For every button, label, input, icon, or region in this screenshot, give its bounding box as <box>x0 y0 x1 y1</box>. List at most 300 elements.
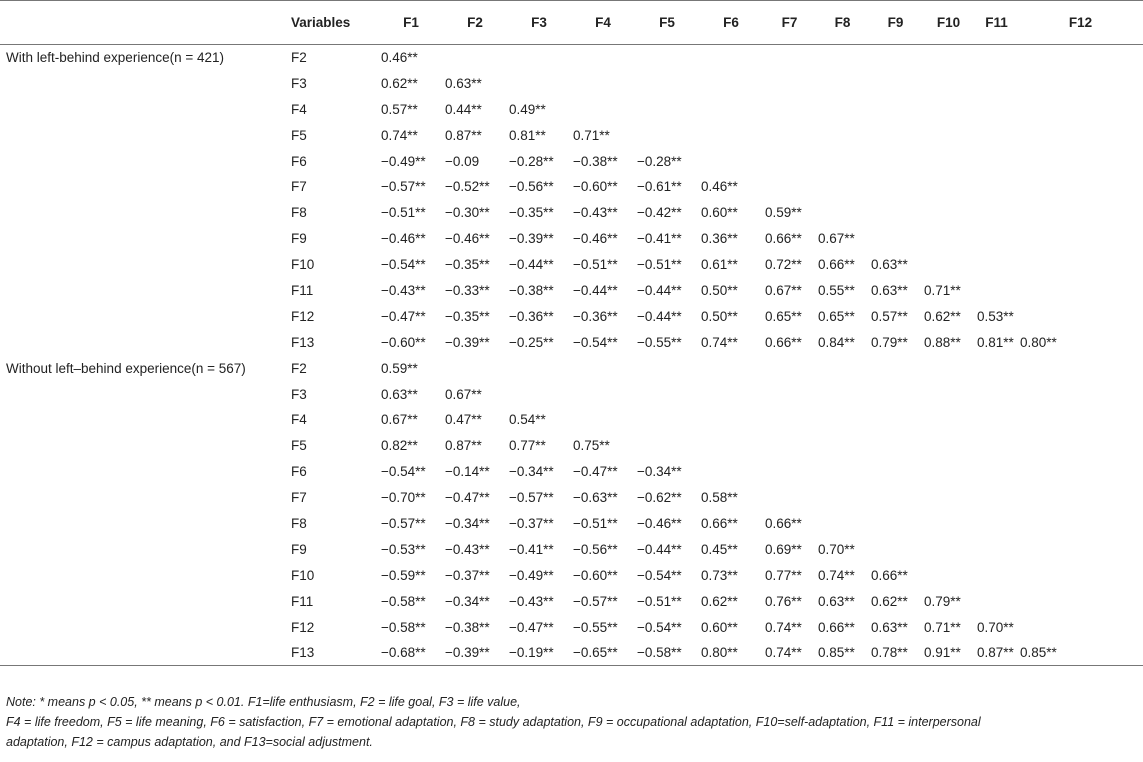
empty-cell <box>922 122 975 148</box>
empty-cell <box>869 536 922 562</box>
empty-cell <box>763 381 816 407</box>
correlation-value: 0.84** <box>818 334 855 350</box>
empty-cell <box>763 45 816 71</box>
column-header-f1: F1 <box>379 1 443 45</box>
variable-label: F13 <box>287 640 379 666</box>
empty-cell <box>922 433 975 459</box>
empty-cell <box>699 381 763 407</box>
empty-cell <box>869 122 922 148</box>
correlation-value: 0.57** <box>871 308 908 324</box>
empty-cell <box>869 96 922 122</box>
empty-cell <box>869 381 922 407</box>
empty-cell <box>816 45 869 71</box>
empty-cell <box>1018 355 1143 381</box>
correlation-value: −0.51** <box>637 593 682 609</box>
empty-cell <box>816 148 869 174</box>
correlation-value: −0.33** <box>445 282 490 298</box>
empty-cell <box>869 45 922 71</box>
note-line: Note: * means p < 0.05, ** means p < 0.01. F1=life enthusiasm, F2 = life goal, F3 = life value, <box>6 695 521 709</box>
correlation-value: 0.63** <box>445 75 482 91</box>
correlation-value: −0.35** <box>445 308 490 324</box>
group-cell <box>0 148 287 174</box>
correlation-value: 0.65** <box>765 308 802 324</box>
correlation-value: 0.70** <box>818 541 855 557</box>
table-row <box>0 329 1143 355</box>
correlation-value: 0.77** <box>765 567 802 583</box>
variable-label: F4 <box>291 101 307 117</box>
group-cell <box>0 511 287 537</box>
variable-label: F2 <box>291 360 307 376</box>
group-cell <box>0 562 287 588</box>
group-cell <box>0 459 287 485</box>
group-cell <box>0 122 287 148</box>
correlation-value: −0.44** <box>637 282 682 298</box>
empty-cell <box>571 381 635 407</box>
variable-label: F8 <box>291 205 307 221</box>
correlation-value: 0.60** <box>701 205 738 221</box>
header-row <box>0 1 1143 45</box>
empty-cell <box>1018 122 1143 148</box>
correlation-value: −0.51** <box>573 257 618 273</box>
group-cell <box>0 381 287 407</box>
correlation-value: −0.43** <box>509 593 554 609</box>
variable-label: F11 <box>291 282 314 298</box>
empty-cell <box>922 70 975 96</box>
empty-cell <box>1018 174 1143 200</box>
group-label: With left-behind experience(n = 421) <box>6 50 224 66</box>
empty-cell <box>571 407 635 433</box>
empty-cell <box>975 148 1018 174</box>
table-row <box>0 459 1143 485</box>
column-header-f5: F5 <box>635 1 699 45</box>
empty-cell <box>507 45 571 71</box>
correlation-value: −0.68** <box>379 640 443 666</box>
correlation-value: 0.47** <box>445 412 482 428</box>
empty-cell <box>443 45 507 71</box>
correlation-value: 0.45** <box>701 541 738 557</box>
correlation-value: −0.47** <box>509 619 554 635</box>
empty-cell <box>699 459 763 485</box>
correlation-value: 0.67** <box>445 386 482 402</box>
correlation-value: 0.74** <box>381 127 418 143</box>
correlation-value: 0.81** <box>977 334 1014 350</box>
variable-label: F5 <box>291 127 307 143</box>
empty-cell <box>869 433 922 459</box>
empty-cell <box>816 459 869 485</box>
empty-cell <box>763 174 816 200</box>
table-row <box>0 226 1143 252</box>
correlation-value: −0.38** <box>445 619 490 635</box>
table-row <box>0 148 1143 174</box>
correlation-value: 0.66** <box>701 515 738 531</box>
correlation-value: −0.51** <box>637 257 682 273</box>
empty-cell <box>635 381 699 407</box>
correlation-value: −0.56** <box>573 541 618 557</box>
empty-cell <box>1018 278 1143 304</box>
correlation-value: −0.54** <box>637 619 682 635</box>
correlation-value: 0.58** <box>701 490 738 506</box>
correlation-value: −0.46** <box>445 231 490 247</box>
correlation-value: −0.39** <box>443 640 507 666</box>
note-line: adaptation, F12 = campus adaptation, and F13=social adjustment. <box>6 735 373 749</box>
correlation-value: −0.39** <box>509 231 554 247</box>
correlation-value: 0.63** <box>871 282 908 298</box>
empty-cell <box>869 407 922 433</box>
correlation-value: 0.79** <box>871 334 908 350</box>
column-header-f11: F11 <box>975 1 1018 45</box>
empty-cell <box>635 70 699 96</box>
empty-cell <box>699 407 763 433</box>
empty-cell <box>1018 226 1143 252</box>
correlation-value: 0.73** <box>701 567 738 583</box>
group-cell <box>0 70 287 96</box>
empty-cell <box>975 200 1018 226</box>
group-cell <box>0 278 287 304</box>
correlation-value: 0.71** <box>924 619 961 635</box>
correlation-value: 0.61** <box>701 257 738 273</box>
correlation-value: 0.69** <box>765 541 802 557</box>
empty-cell <box>635 122 699 148</box>
variable-label: F8 <box>291 515 307 531</box>
correlation-value: 0.87** <box>445 127 482 143</box>
variable-label: F6 <box>291 153 307 169</box>
group-cell <box>0 536 287 562</box>
empty-cell <box>635 96 699 122</box>
empty-cell <box>816 407 869 433</box>
correlation-value: −0.56** <box>509 179 554 195</box>
correlation-value: 0.78** <box>869 640 922 666</box>
empty-cell <box>922 407 975 433</box>
table-row <box>0 407 1143 433</box>
correlation-value: −0.34** <box>637 464 682 480</box>
correlation-value: 0.91** <box>922 640 975 666</box>
correlation-value: −0.30** <box>445 205 490 221</box>
empty-cell <box>571 70 635 96</box>
group-cell <box>0 96 287 122</box>
table-row <box>0 303 1143 329</box>
correlation-value: 0.71** <box>924 282 961 298</box>
variables-column-header: Variables <box>287 1 379 45</box>
empty-cell <box>1018 148 1143 174</box>
group-cell <box>0 252 287 278</box>
correlation-value: 0.63** <box>871 257 908 273</box>
correlation-value: −0.34** <box>509 464 554 480</box>
correlation-value: −0.47** <box>573 464 618 480</box>
correlation-value: −0.54** <box>381 464 426 480</box>
empty-cell <box>699 70 763 96</box>
empty-cell <box>763 355 816 381</box>
empty-cell <box>869 355 922 381</box>
table-row <box>0 588 1143 614</box>
correlation-value: −0.57** <box>573 593 618 609</box>
table-row <box>0 511 1143 537</box>
correlation-value: 0.60** <box>701 619 738 635</box>
correlation-value: 0.44** <box>445 101 482 117</box>
correlation-value: −0.61** <box>637 179 682 195</box>
correlation-value: −0.62** <box>637 490 682 506</box>
empty-cell <box>975 511 1018 537</box>
empty-cell <box>816 511 869 537</box>
correlation-value: −0.52** <box>445 179 490 195</box>
empty-cell <box>975 355 1018 381</box>
empty-cell <box>763 148 816 174</box>
correlation-value: 0.67** <box>381 412 418 428</box>
correlation-value: −0.57** <box>509 490 554 506</box>
empty-cell <box>1018 536 1143 562</box>
correlation-value: −0.65** <box>571 640 635 666</box>
table-row <box>0 536 1143 562</box>
variable-label: F4 <box>291 412 307 428</box>
empty-cell <box>975 174 1018 200</box>
correlation-value: 0.62** <box>924 308 961 324</box>
empty-cell <box>975 381 1018 407</box>
empty-cell <box>699 122 763 148</box>
table-row <box>0 174 1143 200</box>
group-column-header <box>0 1 287 45</box>
table-row <box>0 562 1143 588</box>
correlation-value: 0.59** <box>765 205 802 221</box>
empty-cell <box>922 226 975 252</box>
correlation-value: −0.53** <box>381 541 426 557</box>
table-row <box>0 381 1143 407</box>
correlation-value: −0.41** <box>509 541 554 557</box>
empty-cell <box>507 381 571 407</box>
empty-cell <box>635 355 699 381</box>
variable-label: F9 <box>291 231 307 247</box>
empty-cell <box>1018 459 1143 485</box>
variable-label: F7 <box>291 179 307 195</box>
empty-cell <box>975 122 1018 148</box>
table-body <box>0 45 1143 666</box>
correlation-value: 0.59** <box>381 360 418 376</box>
empty-cell <box>1018 252 1143 278</box>
empty-cell <box>443 355 507 381</box>
column-header-f10: F10 <box>922 1 975 45</box>
group-cell <box>0 329 287 355</box>
empty-cell <box>816 122 869 148</box>
correlation-value: 0.46** <box>701 179 738 195</box>
empty-cell <box>869 70 922 96</box>
correlation-value: 0.80** <box>1020 334 1057 350</box>
table-row <box>0 45 1143 71</box>
correlation-value: 0.88** <box>924 334 961 350</box>
correlation-value: 0.80** <box>699 640 763 666</box>
correlation-value: −0.37** <box>509 515 554 531</box>
correlation-value: 0.79** <box>924 593 961 609</box>
column-header-f9: F9 <box>869 1 922 45</box>
group-cell <box>0 640 287 666</box>
empty-cell <box>1018 381 1143 407</box>
column-header-f12: F12 <box>1018 1 1143 45</box>
column-header-f3: F3 <box>507 1 571 45</box>
correlation-value: −0.34** <box>445 593 490 609</box>
empty-cell <box>922 381 975 407</box>
empty-cell <box>1018 588 1143 614</box>
empty-cell <box>922 45 975 71</box>
empty-cell <box>699 355 763 381</box>
empty-cell <box>922 536 975 562</box>
empty-cell <box>922 96 975 122</box>
variable-label: F2 <box>291 50 307 66</box>
correlation-value: −0.46** <box>573 231 618 247</box>
correlation-value: −0.25** <box>509 334 554 350</box>
empty-cell <box>922 252 975 278</box>
correlation-value: 0.49** <box>509 101 546 117</box>
empty-cell <box>816 200 869 226</box>
empty-cell <box>763 407 816 433</box>
variable-label: F10 <box>291 567 315 583</box>
correlation-value: −0.36** <box>573 308 618 324</box>
variable-label: F12 <box>291 619 315 635</box>
column-header-f6: F6 <box>699 1 763 45</box>
variable-label: F13 <box>291 334 315 350</box>
correlation-value: 0.74** <box>818 567 855 583</box>
correlation-value: −0.35** <box>445 257 490 273</box>
table-row <box>0 485 1143 511</box>
empty-cell <box>922 148 975 174</box>
correlation-value: 0.62** <box>701 593 738 609</box>
correlation-value: −0.47** <box>445 490 490 506</box>
correlation-value: −0.39** <box>445 334 490 350</box>
correlation-value: −0.35** <box>509 205 554 221</box>
correlation-value: −0.36** <box>509 308 554 324</box>
table-row <box>0 355 1143 381</box>
correlation-value: 0.72** <box>765 257 802 273</box>
correlation-value: 0.87** <box>975 640 1018 666</box>
correlation-value: 0.57** <box>381 101 418 117</box>
table-row <box>0 96 1143 122</box>
correlation-value: −0.41** <box>637 231 682 247</box>
table-row <box>0 122 1143 148</box>
correlation-value: −0.46** <box>381 231 426 247</box>
empty-cell <box>507 355 571 381</box>
empty-cell <box>869 485 922 511</box>
variable-label: F12 <box>291 308 315 324</box>
empty-cell <box>975 407 1018 433</box>
group-cell <box>0 200 287 226</box>
column-header-f4: F4 <box>571 1 635 45</box>
correlation-value: −0.44** <box>509 257 554 273</box>
empty-cell <box>975 278 1018 304</box>
empty-cell <box>869 511 922 537</box>
group-cell <box>0 226 287 252</box>
empty-cell <box>1018 485 1143 511</box>
empty-cell <box>922 355 975 381</box>
correlation-value: 0.50** <box>701 308 738 324</box>
empty-cell <box>571 45 635 71</box>
correlation-value: −0.44** <box>637 308 682 324</box>
empty-cell <box>816 433 869 459</box>
table-row <box>0 433 1143 459</box>
column-header-f8: F8 <box>816 1 869 45</box>
empty-cell <box>763 459 816 485</box>
empty-cell <box>699 148 763 174</box>
correlation-value: −0.60** <box>573 567 618 583</box>
empty-cell <box>816 355 869 381</box>
empty-cell <box>763 122 816 148</box>
group-cell <box>0 485 287 511</box>
correlation-value: −0.49** <box>509 567 554 583</box>
empty-cell <box>922 511 975 537</box>
correlation-value: −0.54** <box>381 257 426 273</box>
correlation-value: 0.85** <box>816 640 869 666</box>
correlation-value: 0.62** <box>381 75 418 91</box>
correlation-value: 0.63** <box>818 593 855 609</box>
correlation-value: −0.38** <box>573 153 618 169</box>
empty-cell <box>571 96 635 122</box>
correlation-value: 0.46** <box>381 50 418 66</box>
empty-cell <box>975 433 1018 459</box>
variable-label: F11 <box>291 593 314 609</box>
empty-cell <box>816 174 869 200</box>
variable-label: F3 <box>291 386 307 402</box>
correlation-value: 0.87** <box>445 438 482 454</box>
empty-cell <box>1018 200 1143 226</box>
correlation-value: 0.67** <box>818 231 855 247</box>
empty-cell <box>975 459 1018 485</box>
correlation-value: −0.55** <box>637 334 682 350</box>
empty-cell <box>1018 45 1143 71</box>
variable-label: F5 <box>291 438 307 454</box>
correlation-value: −0.55** <box>573 619 618 635</box>
correlation-value: −0.51** <box>381 205 426 221</box>
variable-label: F10 <box>291 257 315 273</box>
empty-cell <box>1018 303 1143 329</box>
variable-label: F7 <box>291 490 307 506</box>
table-note <box>6 692 1136 752</box>
empty-cell <box>975 252 1018 278</box>
table-row <box>0 200 1143 226</box>
empty-cell <box>763 96 816 122</box>
empty-cell <box>816 485 869 511</box>
empty-cell <box>1018 96 1143 122</box>
table-row <box>0 640 1143 666</box>
empty-cell <box>975 226 1018 252</box>
correlation-value: 0.66** <box>765 515 802 531</box>
correlation-value: −0.42** <box>637 205 682 221</box>
correlation-value: −0.38** <box>509 282 554 298</box>
empty-cell <box>869 174 922 200</box>
table-header <box>0 1 1143 45</box>
table-row <box>0 278 1143 304</box>
correlation-value: −0.58** <box>381 619 426 635</box>
empty-cell <box>922 485 975 511</box>
correlation-value: 0.36** <box>701 231 738 247</box>
empty-cell <box>922 459 975 485</box>
correlation-value: −0.59** <box>381 567 426 583</box>
group-label: Without left–behind experience(n = 567) <box>6 360 246 376</box>
correlation-value: −0.43** <box>573 205 618 221</box>
correlation-value: −0.54** <box>637 567 682 583</box>
correlation-value: −0.51** <box>573 515 618 531</box>
empty-cell <box>869 148 922 174</box>
correlation-value: 0.66** <box>765 334 802 350</box>
correlation-value: 0.67** <box>765 282 802 298</box>
empty-cell <box>635 45 699 71</box>
correlation-value: 0.74** <box>763 640 816 666</box>
column-header-f7: F7 <box>763 1 816 45</box>
empty-cell <box>763 485 816 511</box>
empty-cell <box>975 70 1018 96</box>
correlation-value: −0.54** <box>573 334 618 350</box>
correlation-value: −0.19** <box>507 640 571 666</box>
empty-cell <box>816 96 869 122</box>
correlation-value: 0.82** <box>381 438 418 454</box>
empty-cell <box>975 562 1018 588</box>
correlation-value: 0.65** <box>818 308 855 324</box>
empty-cell <box>869 459 922 485</box>
correlation-value: −0.63** <box>573 490 618 506</box>
